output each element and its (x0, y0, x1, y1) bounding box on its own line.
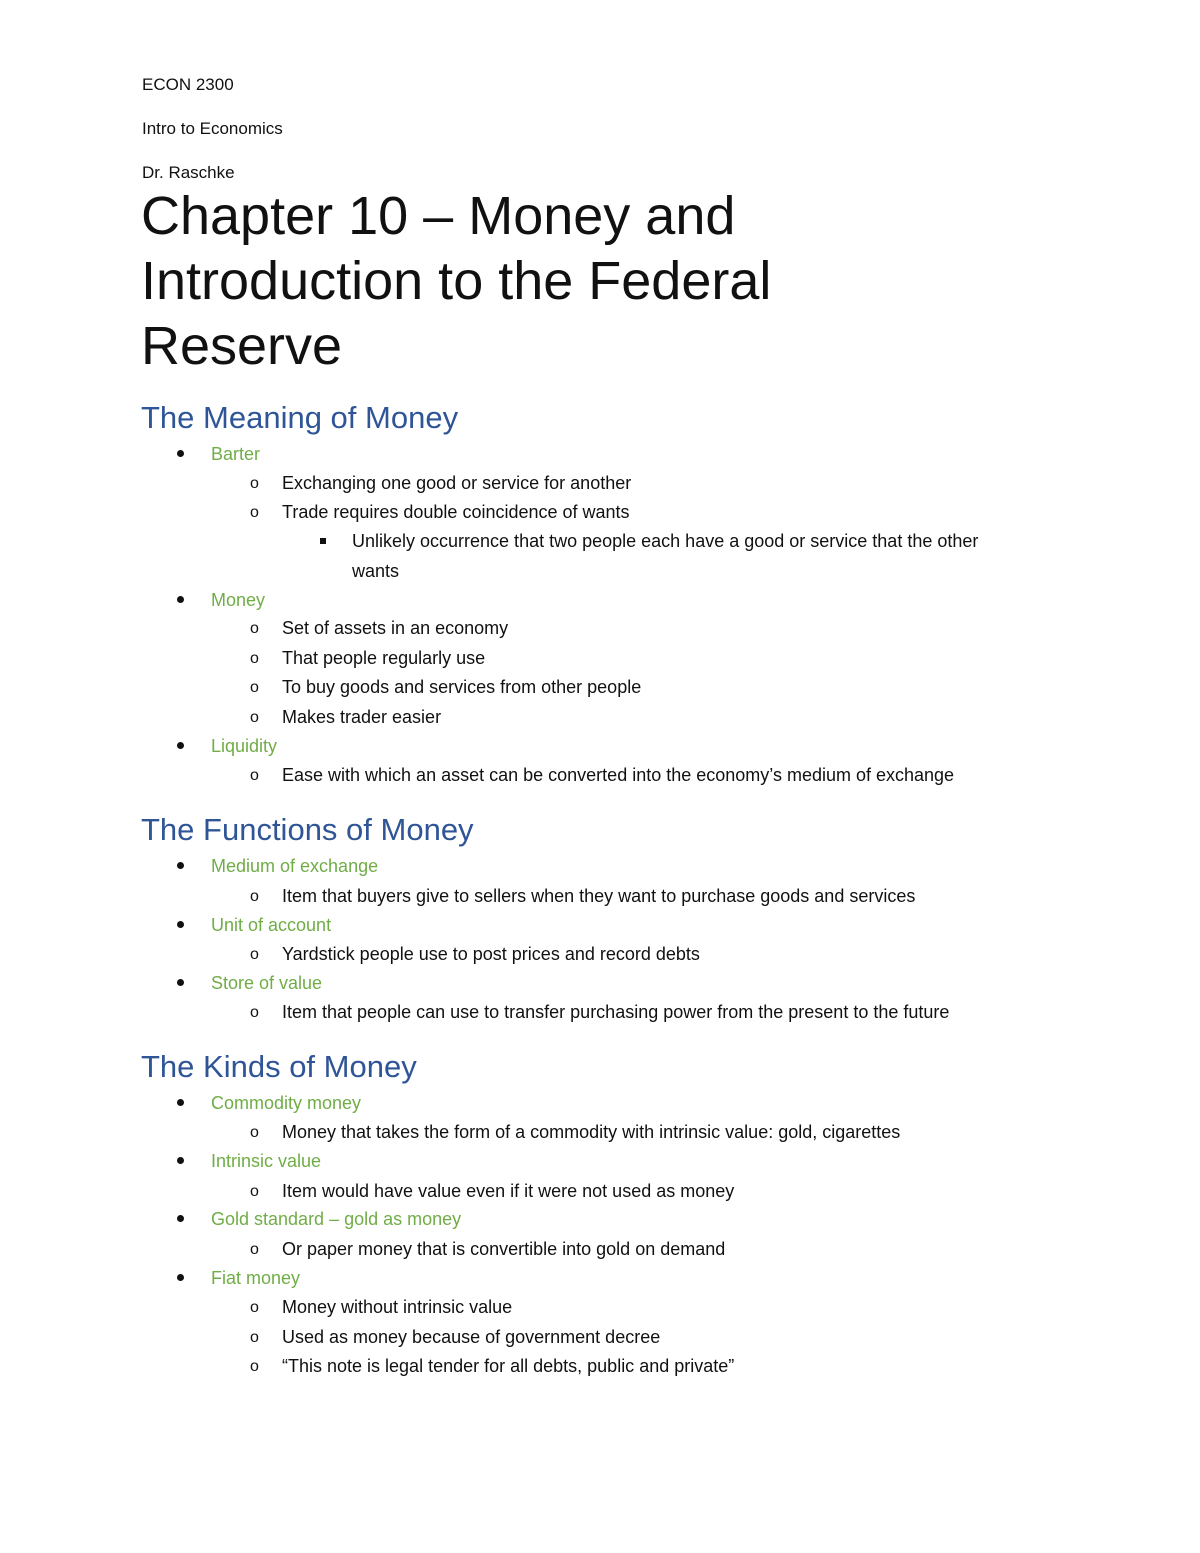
circle-bullet-icon: o (250, 1241, 259, 1258)
list-item: Or paper money that is convertible into gold on demand (282, 1239, 726, 1259)
square-bullet-icon (320, 538, 326, 544)
title-line-2: Introduction to the Federal (141, 251, 772, 311)
section-heading-meaning: The Meaning of Money (141, 400, 459, 435)
list-item: Set of assets in an economy (282, 618, 509, 638)
bullet-dot-icon (177, 862, 184, 869)
term-money: Money (211, 590, 266, 610)
circle-bullet-icon: o (250, 620, 259, 637)
term-liquidity: Liquidity (211, 736, 278, 756)
list-item: Ease with which an asset can be converted into the economy’s medium of exchange (282, 765, 955, 785)
course-code: ECON 2300 (142, 75, 234, 94)
list-item: Item would have value even if it were not used as money (282, 1181, 735, 1201)
page-title (141, 184, 1041, 379)
circle-bullet-icon: o (250, 888, 259, 905)
circle-bullet-icon: o (250, 1358, 259, 1375)
list-item: Money that takes the form of a commodity with intrinsic value: gold, cigarettes (282, 1122, 901, 1142)
term-unit-of-account: Unit of account (211, 915, 332, 935)
list-item: To buy goods and services from other people (282, 677, 642, 697)
term-fiat-money: Fiat money (211, 1268, 301, 1288)
term-gold-standard: Gold standard – gold as money (211, 1209, 462, 1229)
circle-bullet-icon: o (250, 1183, 259, 1200)
bullet-dot-icon (177, 1099, 184, 1106)
circle-bullet-icon: o (250, 946, 259, 963)
list-item: That people regularly use (282, 648, 486, 668)
list-item: Makes trader easier (282, 707, 442, 727)
section-heading-kinds: The Kinds of Money (141, 1049, 417, 1084)
list-item: Trade requires double coincidence of wants (282, 502, 630, 522)
list-item: Used as money because of government decree (282, 1327, 661, 1347)
list-item-continued: wants (352, 561, 400, 581)
circle-bullet-icon: o (250, 1004, 259, 1021)
title-line-1: Chapter 10 – Money and (141, 186, 736, 246)
bullet-dot-icon (177, 1274, 184, 1281)
circle-bullet-icon: o (250, 1124, 259, 1141)
instructor-name: Dr. Raschke (142, 163, 235, 182)
bullet-dot-icon (177, 921, 184, 928)
bullet-dot-icon (177, 979, 184, 986)
term-commodity-money: Commodity money (211, 1093, 362, 1113)
circle-bullet-icon: o (250, 709, 259, 726)
circle-bullet-icon: o (250, 679, 259, 696)
circle-bullet-icon: o (250, 767, 259, 784)
section-heading-functions: The Functions of Money (141, 812, 474, 847)
bullet-dot-icon (177, 1157, 184, 1164)
term-store-of-value: Store of value (211, 973, 323, 993)
title-line-3: Reserve (141, 316, 343, 376)
term-intrinsic-value: Intrinsic value (211, 1151, 322, 1171)
circle-bullet-icon: o (250, 650, 259, 667)
list-item: Item that buyers give to sellers when they want to purchase goods and services (282, 886, 916, 906)
circle-bullet-icon: o (250, 1329, 259, 1346)
term-medium-of-exchange: Medium of exchange (211, 856, 379, 876)
bullet-dot-icon (177, 596, 184, 603)
term-barter: Barter (211, 444, 261, 464)
list-item: Yardstick people use to post prices and record debts (282, 944, 700, 964)
bullet-dot-icon (177, 742, 184, 749)
circle-bullet-icon: o (250, 1299, 259, 1316)
circle-bullet-icon: o (250, 504, 259, 521)
course-name: Intro to Economics (142, 119, 283, 138)
circle-bullet-icon: o (250, 475, 259, 492)
list-item: Unlikely occurrence that two people each have a good or service that the other (352, 531, 979, 551)
bullet-dot-icon (177, 1215, 184, 1222)
bullet-dot-icon (177, 450, 184, 457)
list-item: Item that people can use to transfer purchasing power from the present to the future (282, 1002, 950, 1022)
list-item: Money without intrinsic value (282, 1297, 513, 1317)
list-item: Exchanging one good or service for another (282, 473, 632, 493)
list-item: “This note is legal tender for all debts, public and private” (282, 1356, 735, 1376)
